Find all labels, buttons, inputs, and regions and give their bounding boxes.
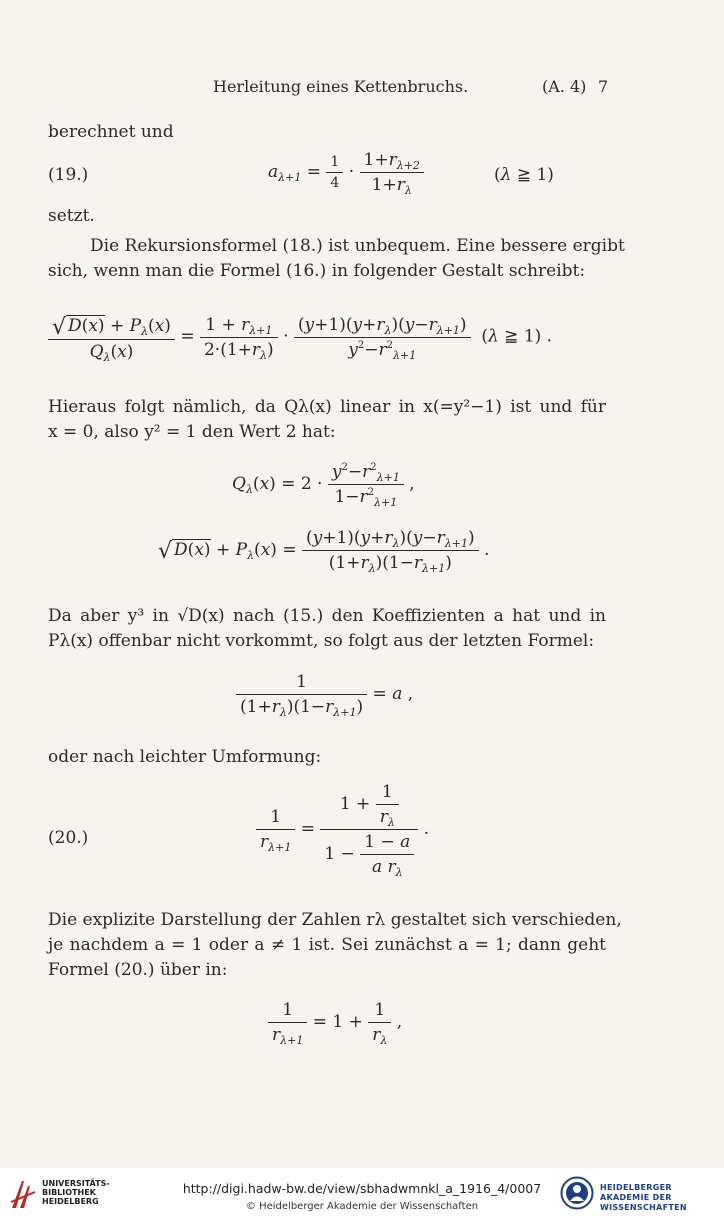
equation-a: $\frac{1}{(1+r_\lambda)(1-r_{\lambda+1})}$ = a , (236, 672, 413, 717)
equation-20-label: (20.) (48, 828, 89, 848)
paragraph-berechnet: berechnet und (48, 122, 174, 142)
academy-seal-icon (560, 1176, 594, 1210)
section-marker: (A. 4) (542, 77, 587, 96)
equation-19-label: (19.) (48, 165, 89, 185)
paragraph-setzt: setzt. (48, 206, 95, 226)
university-library-logo-text: UNIVERSITÄTS- BIBLIOTHEK HEIDELBERG (42, 1179, 110, 1206)
equation-21: $\frac{1}{r_{\lambda+1}}$ = 1 + $\frac{1}{r_\lambda}$ , (268, 1000, 402, 1045)
equation-20: $\frac{1}{r_{\lambda+1}}$ = 1 + $\frac{1}{r_\lambda}$ 1 − $\frac{1 - a}{a r_\lambda}$ . (256, 782, 429, 877)
copyright-text: © Heidelberger Akademie der Wissenschaften (245, 1201, 479, 1212)
equation-19: $a_{\lambda+1}$ = $\frac{1}{4}$ · $\frac{1+r_{\lambda+2}}{1+r_\lambda}$ (268, 150, 424, 195)
paragraph-rekursion: Die Rekursionsformel (18.) ist unbequem. Eine bessere ergibt sich, wenn man die Formel (16.) in folgender Gestalt schreibt: (48, 236, 625, 281)
paragraph-explizite: Die explizite Darstellung der Zahlen rλ gestaltet sich verschieden, je nachdem a = 1 oder a ≠ 1 ist. Sei zunächst a = 1; dann geht Formel (20.) über in: (48, 910, 622, 980)
page-number: 7 (598, 77, 609, 96)
academy-logo-text: HEIDELBERGER AKADEMIE DER WISSENSCHAFTEN (600, 1183, 687, 1212)
equation-19-condition: (λ ≧ 1) (494, 165, 554, 185)
equation-q-lambda: $Q_\lambda(x) = 2$ · $\frac{y^2-r^2_{\lambda+1}}{1-r^2_{\lambda+1}}$ , (232, 462, 415, 509)
source-url-link[interactable]: http://digi.hadw-bw.de/view/sbhadwmnkl_a_1916_4/0007 (182, 1181, 542, 1196)
equation-root-sum: √ $D(x) + P_\lambda(x)$ = $\frac{(y+1)(y+r_\lambda)(y-r_{\lambda+1})}{(1+r_\lambda)(1-r_{\lambda+1})}$ . (158, 528, 490, 575)
paragraph-hieraus: Hieraus folgt nämlich, da Qλ(x) linear in x(=y²−1) ist und für x = 0, also y² = 1 den Wert 2 hat: (48, 397, 606, 442)
equation-root-ratio: $\frac{√ D(x) + P_\lambda(x)}{Q_\lambda(x)}$ = $\frac{1 + r_{\lambda+1}}{2\cdot(1+r_\lambda)}$ · $\frac{(y+1)(y+r_\lambda)(y-r_{\lambda+1})}{y^2-r^2_{\lambda+1}}$ (λ ≧ 1) . (48, 312, 552, 362)
paragraph-da-aber: Da aber y³ in √D(x) nach (15.) den Koeffizienten a hat und in Pλ(x) offenbar nicht vorkommt, so folgt aus der letzten Formel: (48, 606, 606, 651)
paragraph-umformung: oder nach leichter Umformung: (48, 747, 322, 767)
viewer-footer (0, 1168, 724, 1220)
running-title: Herleitung eines Kettenbruchs. (213, 77, 469, 96)
